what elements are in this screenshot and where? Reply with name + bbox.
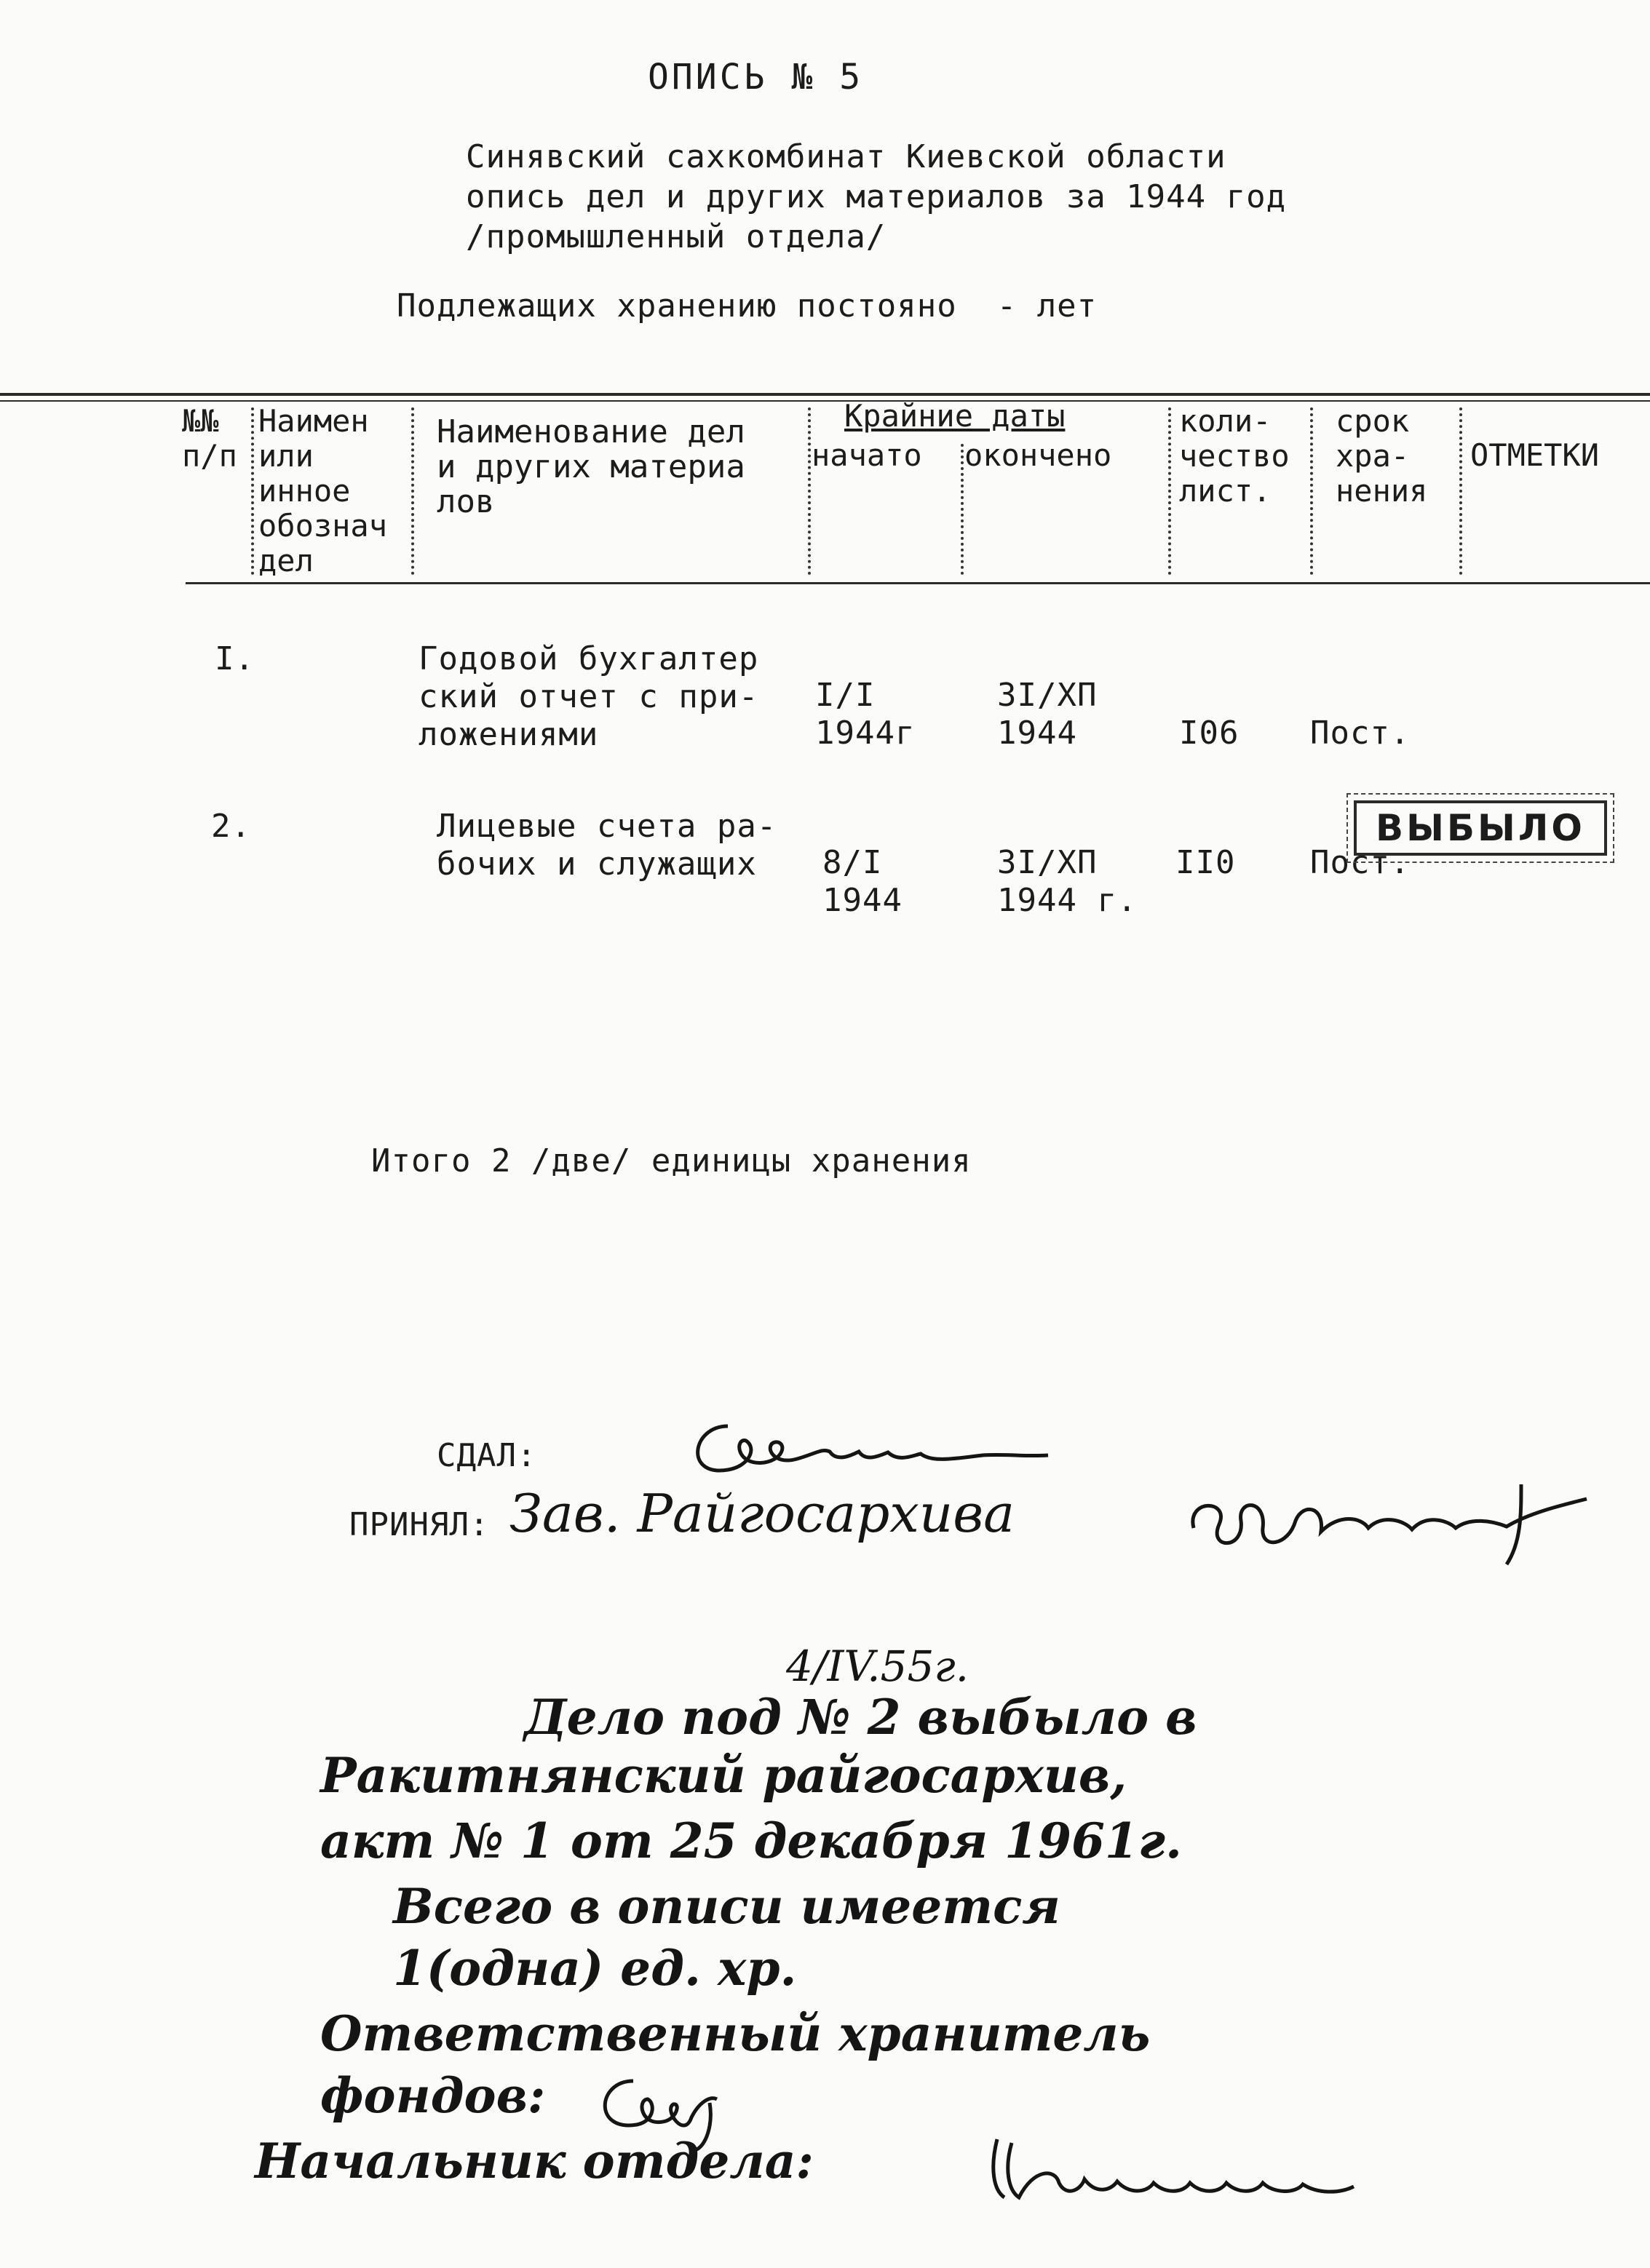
total-line: Итого 2 /две/ единицы хранения bbox=[371, 1142, 972, 1179]
header-col-num: №№ п/п bbox=[182, 403, 237, 474]
sdal-label: СДАЛ: bbox=[437, 1437, 537, 1474]
row-term: Пост. bbox=[1310, 844, 1411, 881]
row-term: Пост. bbox=[1310, 715, 1411, 752]
row-name: Лицевые счета ра- бочих и служащих bbox=[437, 808, 777, 883]
row-start: 8/I 1944 bbox=[822, 844, 903, 919]
note-line-2: Ракитнянский райгосархив, bbox=[320, 1747, 1127, 1804]
header-line-1: Синявский сахкомбинат Киевской области bbox=[466, 138, 1226, 175]
row-start: I/I 1944г bbox=[815, 677, 916, 752]
header-col-name: Наименование дел и других материа лов bbox=[437, 413, 745, 520]
row-num: 2. bbox=[211, 808, 251, 845]
table-top-rule-2 bbox=[0, 400, 1650, 402]
department-head-signature-image bbox=[975, 2125, 1397, 2212]
header-col-start: начато bbox=[812, 437, 922, 473]
row-name: Годовой бухгалтер ский отчет с при- ложениями bbox=[419, 640, 759, 753]
note-line-7: фондов: bbox=[320, 2067, 546, 2124]
row-qty: I06 bbox=[1179, 715, 1240, 752]
note-line-3: акт № 1 от 25 декабря 1961г. bbox=[320, 1813, 1182, 1869]
header-line-3: /промышленный отдела/ bbox=[466, 218, 887, 255]
note-date: 4/IV.55г. bbox=[786, 1642, 969, 1691]
row-qty: II0 bbox=[1175, 844, 1236, 881]
header-col-index: Наимен или инное обознач дел bbox=[258, 403, 388, 578]
table-top-rule bbox=[0, 393, 1650, 396]
header-col-qty: коли- чество лист. bbox=[1179, 403, 1290, 509]
retention-line: Подлежащих хранению постояно - лет bbox=[397, 287, 1098, 325]
note-line-8: Начальник отдела: bbox=[255, 2133, 814, 2189]
withdrawn-stamp: ВЫБЫЛО bbox=[1354, 800, 1607, 856]
header-dates-group: Крайние даты bbox=[844, 398, 1066, 434]
header-col-term: срок хра- нения bbox=[1336, 403, 1428, 509]
row-num: I. bbox=[215, 640, 255, 677]
header-col-notes: ОТМЕТКИ bbox=[1470, 437, 1600, 473]
note-line-1: Дело под № 2 выбыло в bbox=[524, 1689, 1197, 1746]
header-col-end: окончено bbox=[964, 437, 1112, 473]
prinyal-text: Зав. Райгосархива bbox=[509, 1483, 1015, 1544]
note-line-6: Ответственный хранитель bbox=[320, 2005, 1151, 2062]
note-line-4: Всего в описи имеется bbox=[393, 1878, 1060, 1935]
prinyal-signature-image bbox=[1179, 1470, 1616, 1572]
header-bottom-rule bbox=[186, 582, 1650, 584]
note-line-5: 1(одна) ед. хр. bbox=[393, 1940, 797, 1997]
prinyal-label: ПРИНЯЛ: bbox=[349, 1506, 490, 1543]
row-end: 3I/XП 1944 г. bbox=[997, 844, 1138, 919]
document-title: ОПИСЬ № 5 bbox=[648, 57, 864, 98]
row-end: 3I/XП 1944 bbox=[997, 677, 1098, 752]
header-line-2: опись дел и других материалов за 1944 год bbox=[466, 178, 1287, 215]
